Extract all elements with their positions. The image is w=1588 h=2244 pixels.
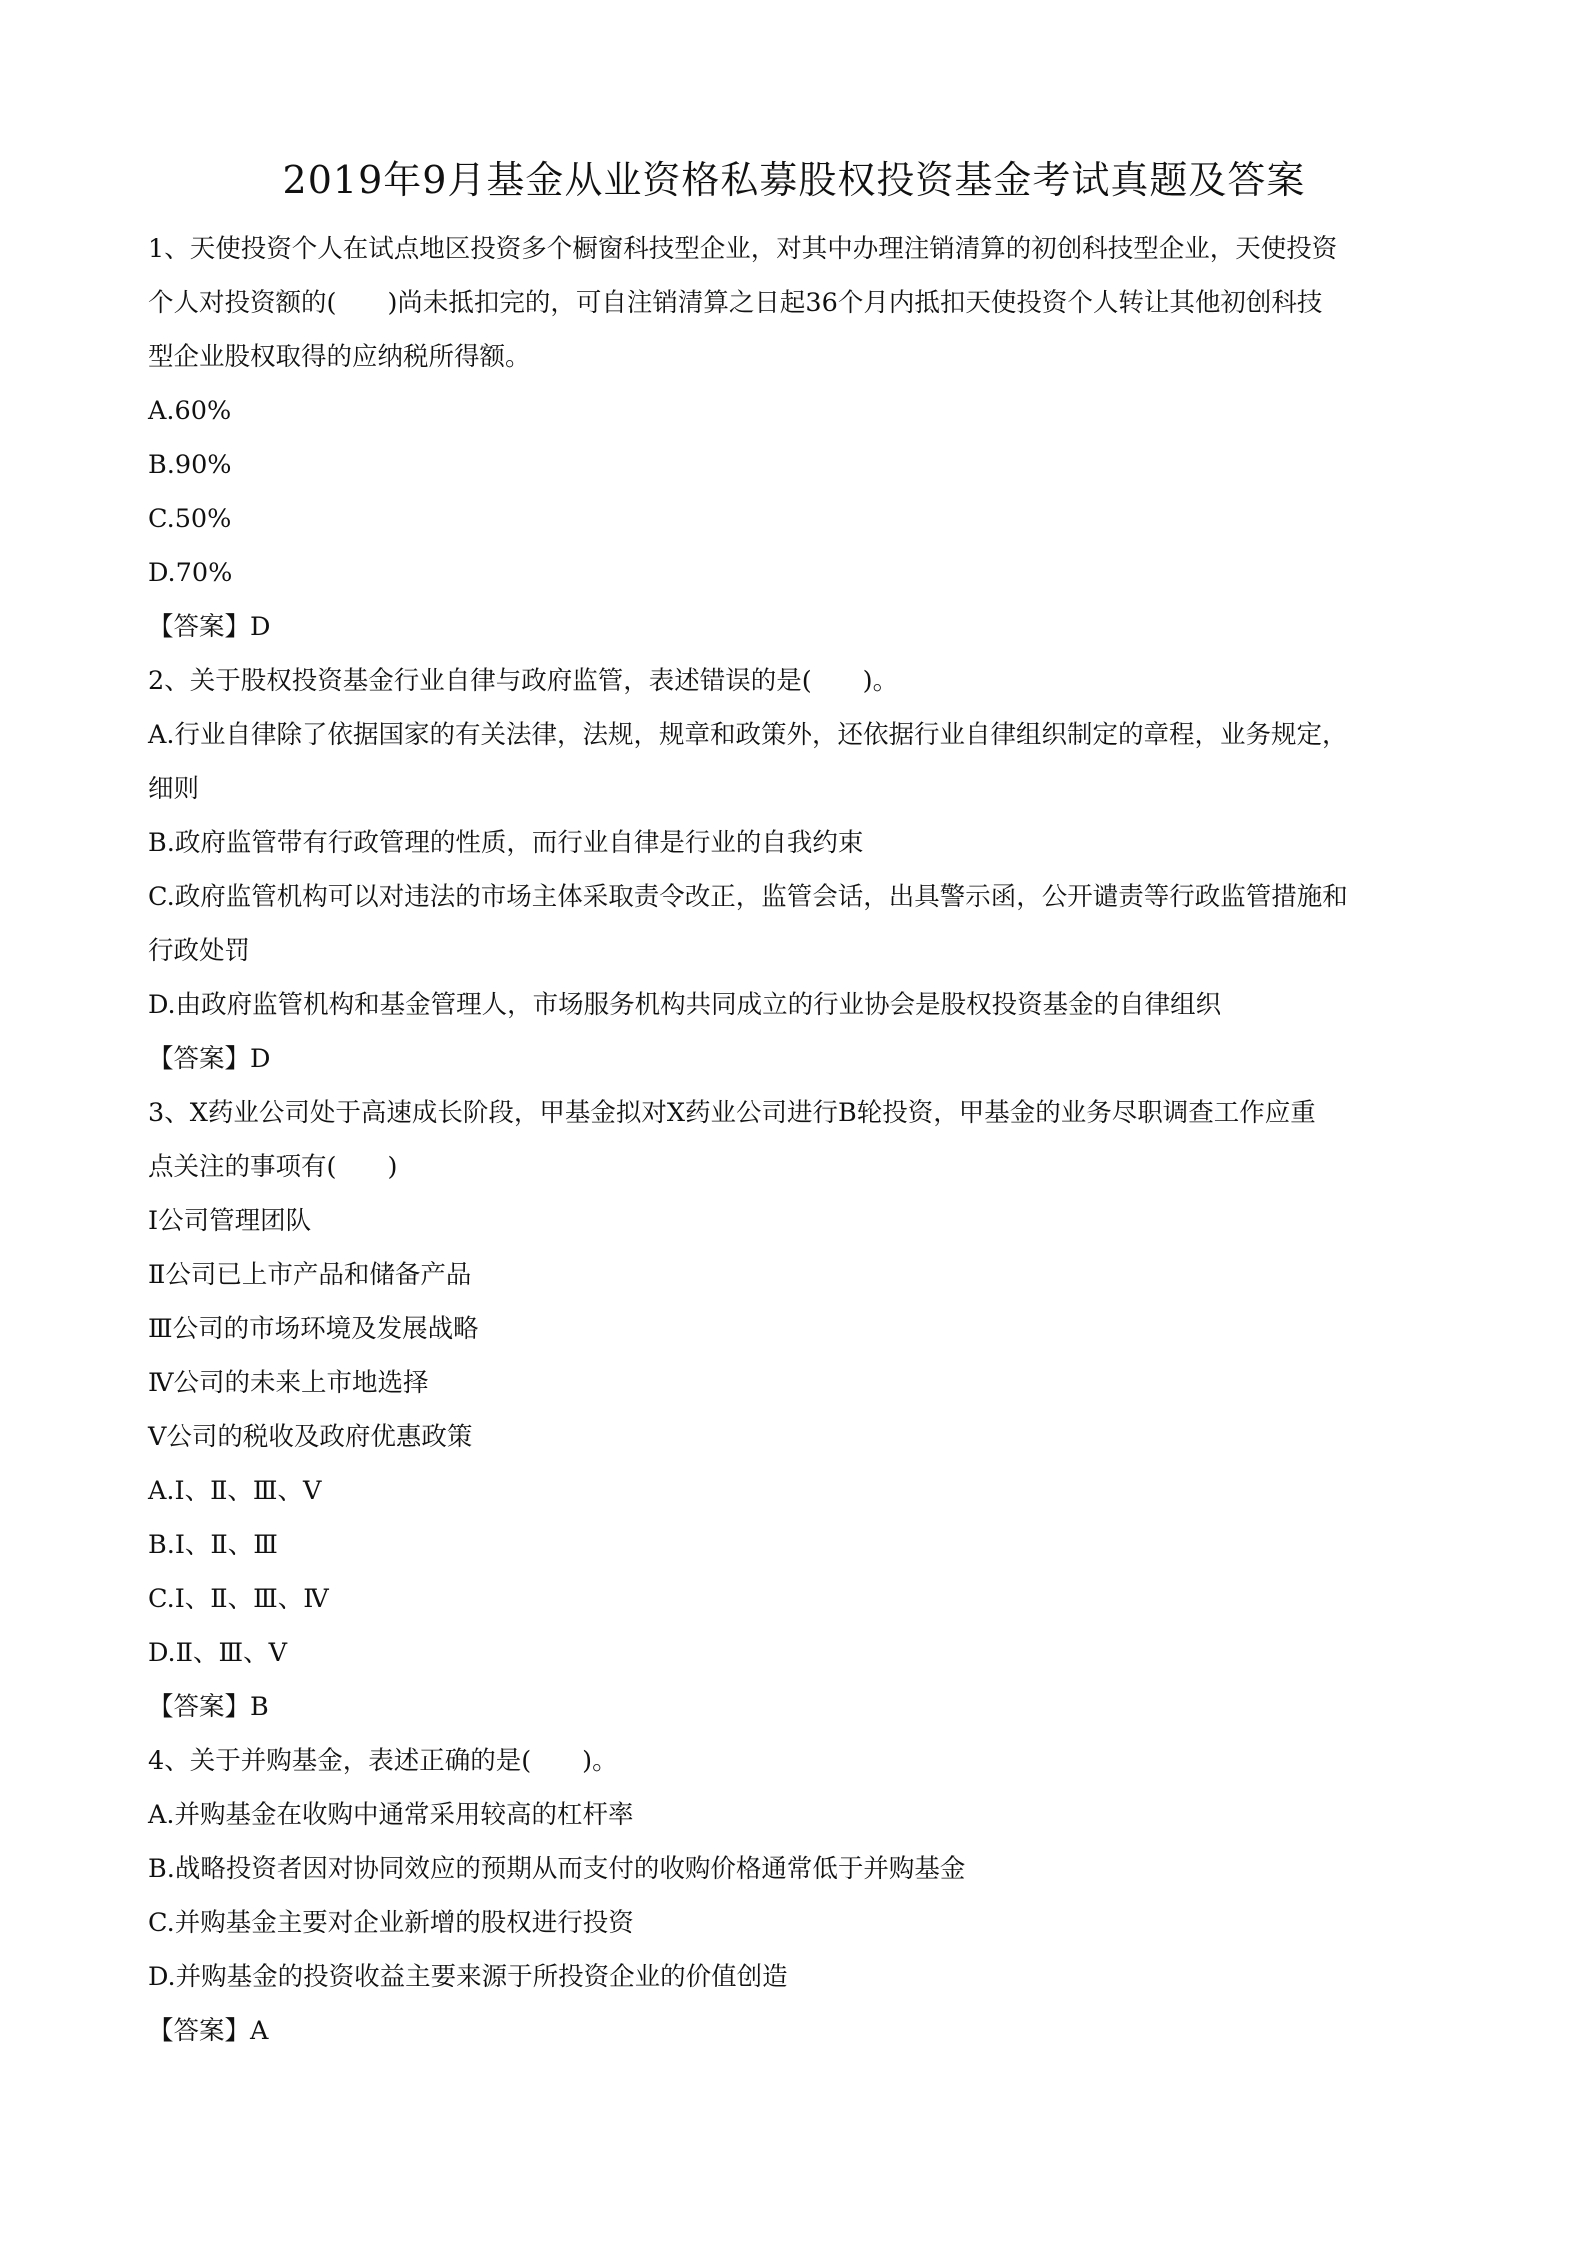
question-3-item-1: Ⅰ公司管理团队 <box>148 1206 312 1236</box>
question-3-stem-line-2: 点关注的事项有( ) <box>148 1152 398 1182</box>
question-3-option-d: D.Ⅱ、Ⅲ、Ⅴ <box>148 1638 287 1668</box>
question-4-stem: 4、关于并购基金，表述正确的是( )。 <box>148 1746 618 1776</box>
question-list <box>148 222 1448 2058</box>
question-1-stem-line-1: 1、天使投资个人在试点地区投资多个橱窗科技型企业，对其中办理注销清算的初创科技型企业，天使投资 <box>148 234 1338 264</box>
question-3-item-4: Ⅳ公司的未来上市地选择 <box>148 1368 429 1398</box>
question-2-option-a-line-2: 细则 <box>148 774 200 804</box>
question-3-option-b: B.Ⅰ、Ⅱ、Ⅲ <box>148 1530 278 1560</box>
question-2-stem: 2、关于股权投资基金行业自律与政府监管，表述错误的是( )。 <box>148 666 899 696</box>
question-2-option-d: D.由政府监管机构和基金管理人，市场服务机构共同成立的行业协会是股权投资基金的自律组织 <box>148 990 1222 1020</box>
question-1-option-b: B.90% <box>148 450 232 480</box>
question-3-item-2: Ⅱ公司已上市产品和储备产品 <box>148 1260 472 1290</box>
question-2-answer: 【答案】D <box>148 1044 271 1074</box>
question-3-option-c: C.Ⅰ、Ⅱ、Ⅲ、Ⅳ <box>148 1584 329 1614</box>
question-3-item-3: Ⅲ公司的市场环境及发展战略 <box>148 1314 479 1344</box>
question-1-stem-line-3: 型企业股权取得的应纳税所得额。 <box>148 342 531 372</box>
question-1 <box>148 222 1448 654</box>
question-4 <box>148 1734 1448 2058</box>
question-2-option-c-line-1: C.政府监管机构可以对违法的市场主体采取责令改正，监管会话，出具警示函，公开谴责等行政监管措施和 <box>148 882 1348 912</box>
question-4-option-c: C.并购基金主要对企业新增的股权进行投资 <box>148 1908 634 1938</box>
question-1-option-c: C.50% <box>148 504 232 534</box>
question-3-item-5: Ⅴ公司的税收及政府优惠政策 <box>148 1422 473 1452</box>
question-1-answer: 【答案】D <box>148 612 271 642</box>
question-2-option-b: B.政府监管带有行政管理的性质，而行业自律是行业的自我约束 <box>148 828 864 858</box>
question-1-option-d: D.70% <box>148 558 233 588</box>
question-3-stem-line-1: 3、X药业公司处于高速成长阶段，甲基金拟对X药业公司进行B轮投资，甲基金的业务尽职调查工作应重 <box>148 1098 1316 1128</box>
question-4-answer: 【答案】A <box>148 2016 269 2046</box>
question-4-option-d: D.并购基金的投资收益主要来源于所投资企业的价值创造 <box>148 1962 788 1992</box>
question-3 <box>148 1086 1448 1734</box>
question-2-option-a-line-1: A.行业自律除了依据国家的有关法律，法规，规章和政策外，还依据行业自律组织制定的章程，业务规定， <box>148 720 1348 750</box>
question-3-option-a: A.Ⅰ、Ⅱ、Ⅲ、Ⅴ <box>148 1476 322 1506</box>
question-4-option-a: A.并购基金在收购中通常采用较高的杠杆率 <box>148 1800 634 1830</box>
question-1-stem-line-2: 个人对投资额的( )尚未抵扣完的，可自注销清算之日起36个月内抵扣天使投资个人转让其他初创科技 <box>148 288 1323 318</box>
question-1-option-a: A.60% <box>148 396 232 426</box>
document-title: 2019年9月基金从业资格私募股权投资基金考试真题及答案 <box>282 158 1306 202</box>
question-2 <box>148 654 1448 1086</box>
question-2-option-c-line-2: 行政处罚 <box>148 936 251 966</box>
question-4-option-b: B.战略投资者因对协同效应的预期从而支付的收购价格通常低于并购基金 <box>148 1854 966 1884</box>
question-3-answer: 【答案】B <box>148 1692 269 1722</box>
